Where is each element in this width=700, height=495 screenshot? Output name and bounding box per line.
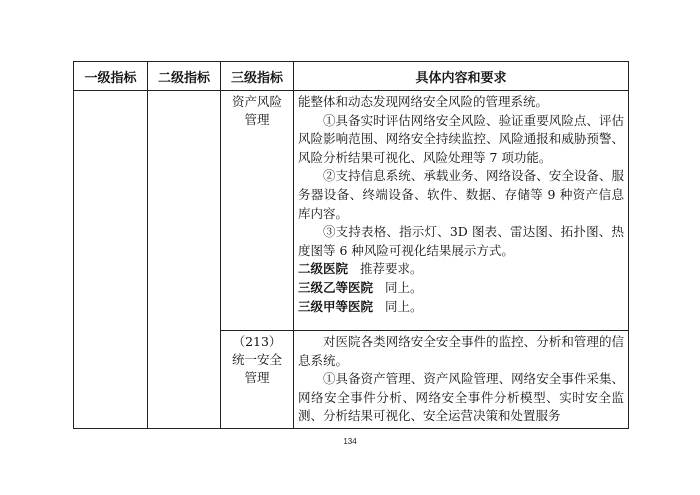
header-level3: 三级指标 [221,62,294,91]
level3-line: 资产风险 [231,94,282,109]
requirement-value: 同上。 [384,298,423,314]
content-paragraph: 能整体和动态发现网络安全风险的管理系统。 [298,94,549,109]
level3-line: 统一安全 [231,352,282,367]
standards-table [73,61,629,429]
content-cell-asset-risk [294,91,629,331]
content-paragraph: ③支持表格、指示灯、3D 图表、雷达图、拓扑图、热度图等 6 种风险可视化结果展示方式。 [298,224,624,258]
page-number: 134 [343,437,357,446]
requirement-line [298,279,624,298]
requirement-value: 推荐要求。 [359,261,423,277]
level2-cell [148,91,221,429]
content-cell-unified-security [294,331,629,429]
level3-line: 管理 [244,370,270,385]
content-paragraph: ①具备实时评估网络安全风险、验证重要风险点、评估风险影响范围、网络安全持续监控、风险通报和威胁预警、风险分析结果可视化、风险处理等 7 项功能。 [298,112,624,165]
content-paragraph: ①具备资产管理、资产风险管理、网络安全事件采集、网络安全事件分析、网络安全事件分析模型、实时安全监测、分析结果可视化、安全运营决策和处置服务 [298,371,624,424]
level1-cell [74,91,148,429]
requirement-label: 二级医院 [298,261,349,277]
level3-line: 管理 [244,112,270,127]
requirement-line [298,260,624,279]
header-content: 具体内容和要求 [294,62,629,91]
header-level1: 一级指标 [74,62,148,91]
requirement-label: 三级甲等医院 [298,298,374,314]
content-paragraph: 对医院各类网络安全安全事件的监控、分析和管理的信息系统。 [298,334,624,368]
requirement-value: 同上。 [384,279,423,295]
level3-cell-unified-security [221,331,294,429]
content-paragraph: ②支持信息系统、承载业务、网络设备、安全设备、服务器设备、终端设备、软件、数据、存储等 9 种资产信息库内容。 [298,168,624,221]
requirement-line [298,298,624,317]
table-header-row [74,62,629,91]
header-level2: 二级指标 [148,62,221,91]
level3-line: （213） [232,334,282,349]
level3-cell-asset-risk [221,91,294,331]
table-row [74,91,629,331]
requirement-label: 三级乙等医院 [298,279,374,295]
